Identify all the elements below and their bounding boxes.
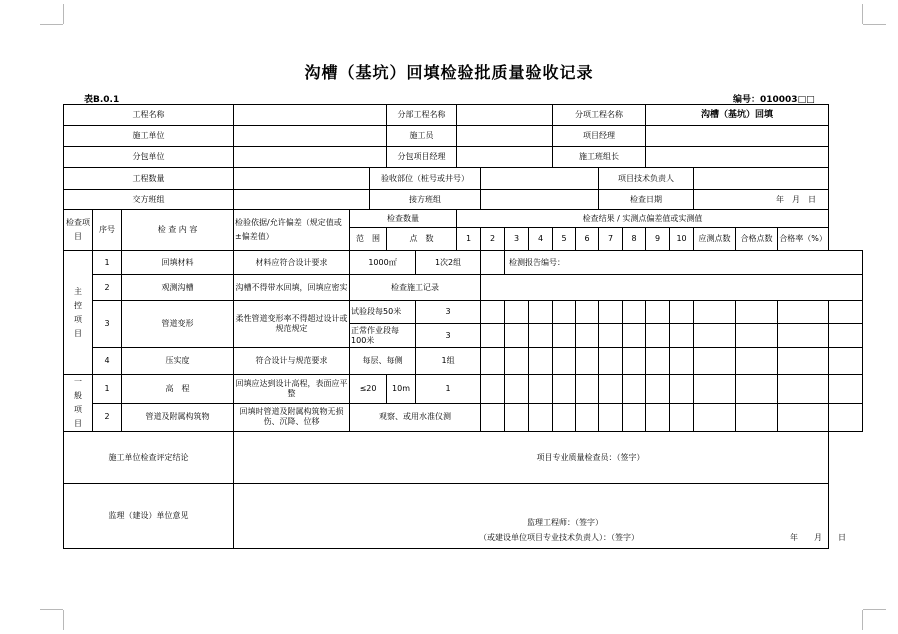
crop-mark-top-left: [63, 4, 64, 24]
handover-team-value[interactable]: [234, 190, 370, 210]
crop-mark-top-right: [862, 4, 863, 24]
main-r2-seq: 2: [93, 275, 122, 301]
crop-mark-bottom-left: [63, 610, 64, 630]
col-seq-header: 序号: [93, 210, 122, 251]
main-r4-content: 压实度: [122, 348, 234, 375]
crop-mark-bottom-right-h: [863, 609, 886, 610]
item-project-name-value: 沟槽（基坑）回填: [646, 105, 829, 126]
quantity-label: 工程数量: [64, 168, 234, 190]
project-manager-label: 项目经理: [553, 126, 646, 147]
team-leader-label: 施工班组长: [553, 147, 646, 168]
main-r3-scope-b: 正常作业段每100米: [350, 324, 416, 348]
general-r1-seq: 1: [93, 375, 122, 404]
col-category-header: 检查项目: [64, 210, 93, 251]
sub-project-name-value[interactable]: [457, 105, 553, 126]
general-r2-content: 管道及附属构筑物: [122, 403, 234, 432]
col-n1: 1: [457, 228, 481, 251]
main-r3-points-b: 3: [416, 324, 481, 348]
col-result-header: 检查结果 / 实测点偏差值或实测值: [457, 210, 829, 228]
main-r1-cell[interactable]: [481, 251, 505, 275]
main-r4-points: 1组: [416, 348, 481, 375]
main-r3-seq: 3: [93, 301, 122, 348]
subcontractor-value[interactable]: [234, 147, 387, 168]
tech-leader-value[interactable]: [694, 168, 829, 190]
main-r4-basis: 符合设计与规范要求: [234, 348, 350, 375]
col-n2: 2: [481, 228, 505, 251]
crop-mark-bottom-left-h: [40, 609, 63, 610]
col-n10: 10: [670, 228, 694, 251]
general-items-label: 一般项目: [64, 375, 93, 432]
col-n3: 3: [505, 228, 529, 251]
col-rate-header: 合格率（%）: [778, 228, 829, 251]
main-r2-basis: 沟槽不得带水回填，回填应密实: [234, 275, 350, 301]
item-project-name-label: 分项工程名称: [553, 105, 646, 126]
main-r1-seq: 1: [93, 251, 122, 275]
main-items-label: 主控项目: [64, 251, 93, 375]
project-manager-value[interactable]: [646, 126, 829, 147]
inspection-part-label: 验收部位（桩号或井号）: [370, 168, 481, 190]
main-r4-seq: 4: [93, 348, 122, 375]
inspection-date-label: 检查日期: [599, 190, 694, 210]
quality-inspector-signature: 项目专业质量检查员：（签字）: [536, 452, 645, 462]
general-r1-tolerance: ≤20: [350, 375, 387, 404]
crop-mark-top-left-h: [40, 24, 63, 25]
construction-unit-label: 施工单位: [64, 126, 234, 147]
project-name-label: 工程名称: [64, 105, 234, 126]
main-r3-basis: 柔性管道变形率不得超过设计或规范规定: [234, 301, 350, 348]
constructor-value[interactable]: [457, 126, 553, 147]
crop-mark-top-right-h: [863, 24, 886, 25]
main-r1-points: 1次2组: [416, 251, 481, 275]
col-n5: 5: [553, 228, 576, 251]
col-n4: 4: [529, 228, 553, 251]
supervisor-area[interactable]: [234, 484, 847, 549]
main-r1-scope: 1000㎡: [350, 251, 416, 275]
crop-mark-bottom-right: [862, 610, 863, 630]
col-n8: 8: [623, 228, 646, 251]
handover-team-label: 交方班组: [64, 190, 234, 210]
page-title: 沟槽（基坑）回填检验批质量验收记录: [304, 63, 594, 82]
conclusion-area[interactable]: [234, 432, 829, 484]
general-r1-scope: 10m: [387, 375, 416, 404]
col-scope-header: 范 围: [350, 228, 387, 251]
general-r2-basis: 回填时管道及附属构筑物无损伤、沉降、位移: [234, 403, 350, 432]
quantity-value[interactable]: [234, 168, 370, 190]
general-r2-seq: 2: [93, 403, 122, 432]
col-n7: 7: [599, 228, 623, 251]
col-check-qty-header: 检查数量: [350, 210, 457, 228]
general-r1-basis: 回填应达到设计高程，表面应平整: [234, 375, 350, 404]
col-n6: 6: [576, 228, 599, 251]
main-r1-report[interactable]: 检测报告编号：: [505, 251, 863, 275]
col-points-header: 点 数: [387, 228, 457, 251]
sub-project-manager-label: 分包项目经理: [387, 147, 457, 168]
main-r2-content: 观测沟槽: [122, 275, 234, 301]
main-r3-points-a: 3: [416, 301, 481, 324]
col-pass-header: 合格点数: [736, 228, 778, 251]
constructor-label: 施工员: [387, 126, 457, 147]
main-r2-result[interactable]: [481, 275, 863, 301]
col-n9: 9: [646, 228, 670, 251]
construction-unit-value[interactable]: [234, 126, 387, 147]
general-r1-content: 高 程: [122, 375, 234, 404]
form-number: 表B.0.1: [84, 95, 120, 105]
tech-leader-label: 项目技术负责人: [599, 168, 694, 190]
col-basis-header: 检验依据/允许偏差（规定值或±偏差值）: [234, 210, 350, 251]
sub-project-manager-value[interactable]: [457, 147, 553, 168]
main-r2-record: 检查施工记录: [350, 275, 481, 301]
supervisor-label: 监理（建设）单位意见: [64, 484, 234, 549]
general-r2-method: 观察、或用水准仪测: [350, 403, 481, 432]
team-leader-value[interactable]: [646, 147, 829, 168]
receiving-team-value[interactable]: [481, 190, 599, 210]
conclusion-label: 施工单位检查评定结论: [64, 432, 234, 484]
main-r3-scope-a: 试验段每50米: [350, 301, 416, 324]
main-r4-scope: 每层、每侧: [350, 348, 416, 375]
signature-date: 年 月 日: [790, 533, 847, 542]
inspection-record-table: [63, 104, 863, 549]
inspection-part-value[interactable]: [481, 168, 599, 190]
owner-rep-signature: （或建设单位项目专业技术负责人）：（签字）: [479, 533, 640, 542]
record-code: 编号：010003□□: [733, 95, 815, 105]
col-content-header: 检 查 内 容: [122, 210, 234, 251]
main-r1-basis: 材料应符合设计要求: [234, 251, 350, 275]
main-r3-content: 管道变形: [122, 301, 234, 348]
engineer-signature: 监理工程师：（签字）: [527, 518, 604, 527]
general-r1-points: 1: [416, 375, 481, 404]
col-should-header: 应测点数: [694, 228, 736, 251]
project-name-value[interactable]: [234, 105, 387, 126]
inspection-date-value[interactable]: 年 月 日: [694, 190, 829, 210]
receiving-team-label: 接方班组: [370, 190, 481, 210]
sub-project-name-label: 分部工程名称: [387, 105, 457, 126]
main-r1-content: 回填材料: [122, 251, 234, 275]
subcontractor-label: 分包单位: [64, 147, 234, 168]
